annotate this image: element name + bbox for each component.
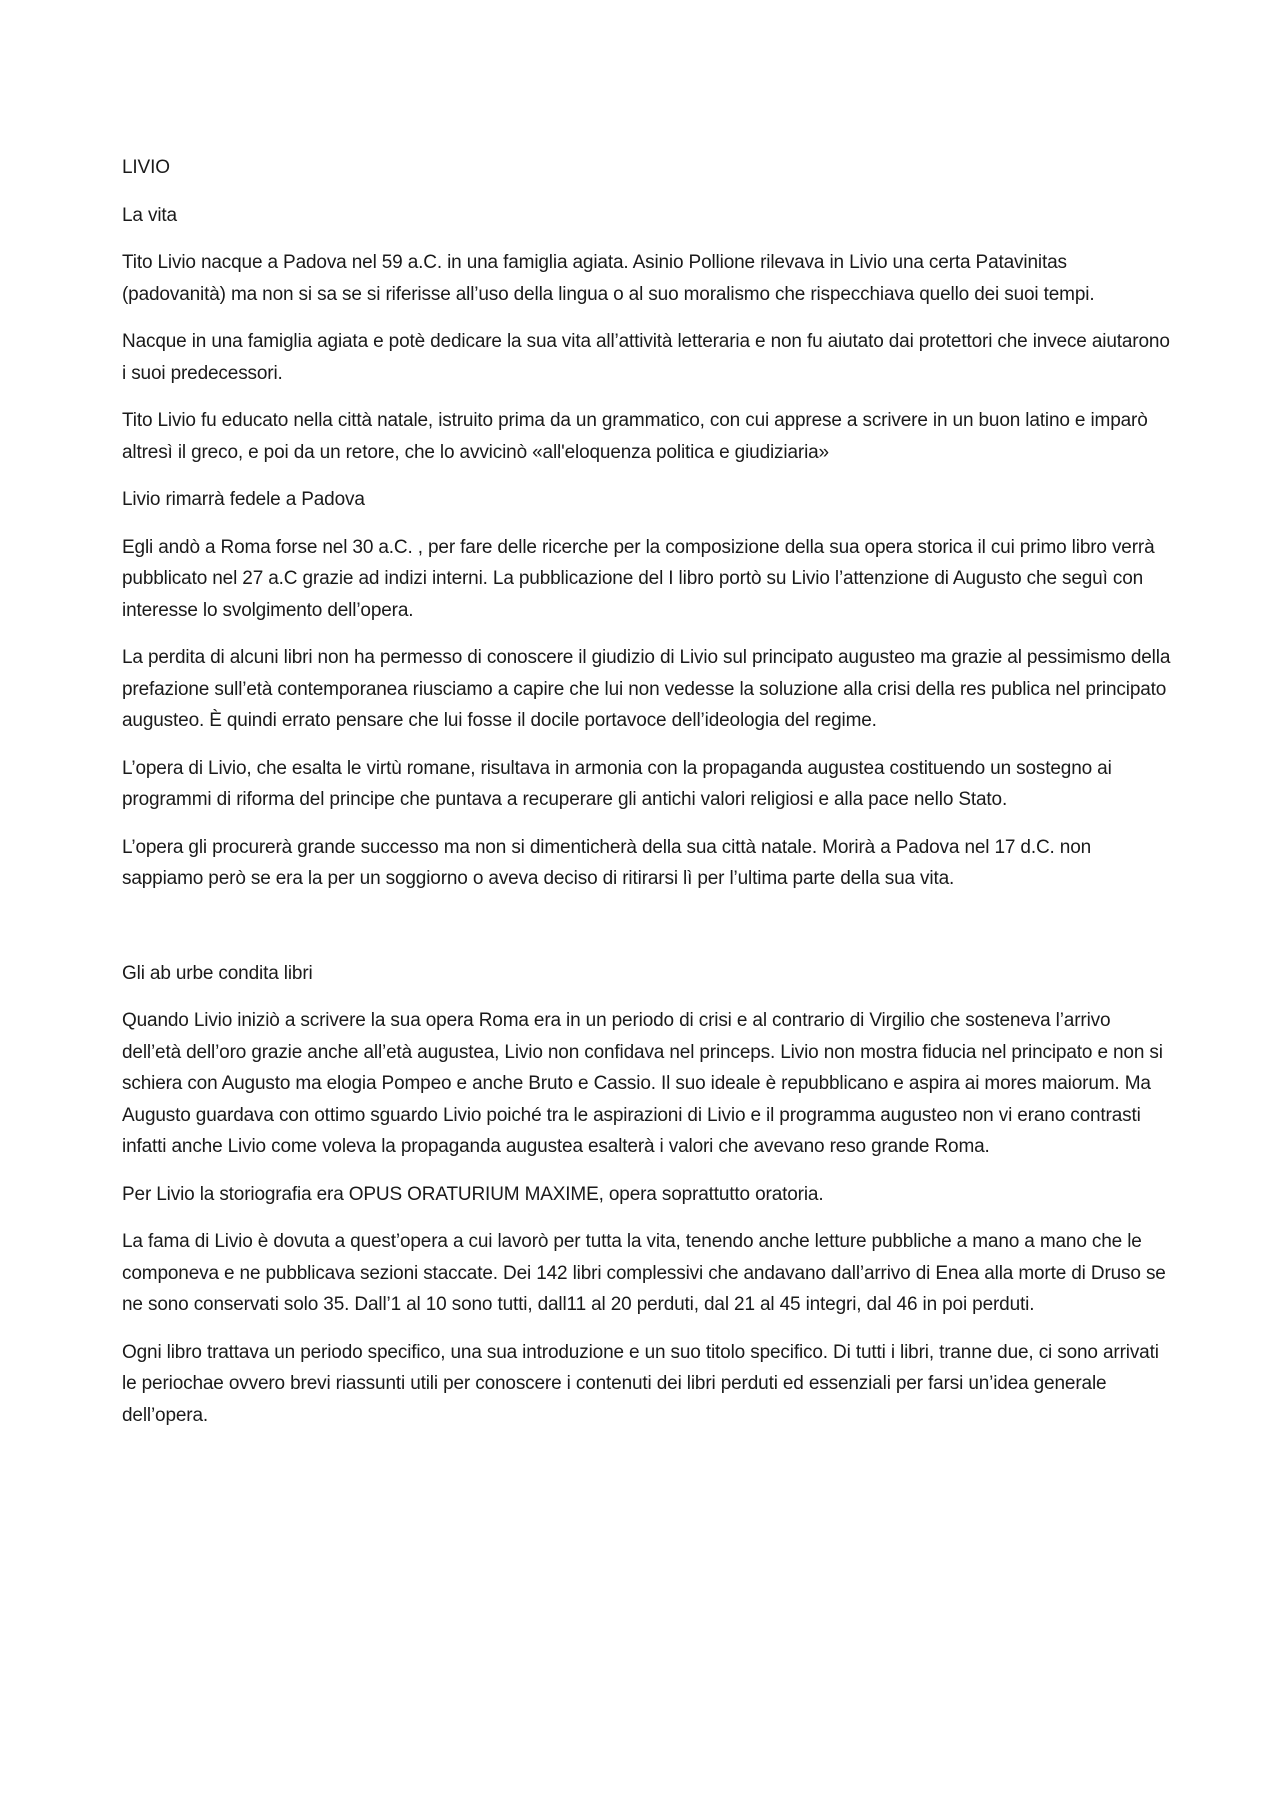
paragraph: L’opera gli procurerà grande successo ma non si dimenticherà della sua città natale. Morirà a Padova nel 17 d.C. non sappiamo però se era la per un soggiorno o aveva deciso di ritirarsi lì per l’ultima parte della sua vita. (122, 836, 1092, 889)
paragraph: Nacque in una famiglia agiata e potè dedicare la sua vita all’attività letteraria e non fu aiutato dai protettori che invece aiutarono i suoi predecessori. (122, 331, 1170, 384)
paragraph: La fama di Livio è dovuta a quest’opera a cui lavorò per tutta la vita, tenendo anche letture pubbliche a mano a mano che le componeva e ne pubblicava sezioni staccate. Dei 142 libri complessivi che andavano dall’arrivo di Enea alla morte di Druso se ne sono conservati solo 35. Dall’1 al 10 sono tutti, dall11 al 20 perduti, dal 21 al 45 integri, dal 46 in poi perduti. (122, 1231, 1166, 1315)
paragraph: L’opera di Livio, che esalta le virtù romane, risultava in armonia con la propaganda augustea costituendo un sostegno ai programmi di riforma del principe che puntava a recuperare gli antichi valori religiosi e alla pace nello Stato. (122, 757, 1112, 810)
paragraph: Egli andò a Roma forse nel 30 a.C. , per fare delle ricerche per la composizione della sua opera storica il cui primo libro verrà pubblicato nel 27 a.C grazie ad indizi interni. La pubblicazione del I libro portò su Livio l’attenzione di Augusto che seguì con interesse lo svolgimento dell’opera. (122, 536, 1155, 621)
section-heading-ab-urbe-condita: Gli ab urbe condita libri (122, 962, 313, 984)
paragraph: Per Livio la storiografia era OPUS ORATURIUM MAXIME, opera soprattutto oratoria. (122, 1183, 824, 1205)
document-title: LIVIO (122, 157, 170, 178)
paragraph: La perdita di alcuni libri non ha permesso di conoscere il giudizio di Livio sul principato augusteo ma grazie al pessimismo della prefazione sull’età contemporanea riusciamo a capire che lui non vedesse la soluzione alla crisi della res publica nel principato augusteo. È quindi errato pensare che lui fosse il docile portavoce dell’ideologia del regime. (122, 647, 1171, 731)
document-body (122, 152, 1172, 1447)
paragraph: Tito Livio nacque a Padova nel 59 a.C. in una famiglia agiata. Asinio Pollione rilevava in Livio una certa Patavinitas (padovanità) ma non si sa se si riferisse all’uso della lingua o al suo moralismo che rispecchiava quello dei suoi tempi. (122, 252, 1095, 305)
section-spacer (122, 911, 1172, 958)
paragraph: Tito Livio fu educato nella città natale, istruito prima da un grammatico, con cui apprese a scrivere in un buon latino e imparò altresì il greco, e poi da un retore, che lo avvicinò «all'eloquenza politica e giudiziaria» (122, 410, 1148, 463)
paragraph: Quando Livio iniziò a scrivere la sua opera Roma era in un periodo di crisi e al contrario di Virgilio che sosteneva l’arrivo dell’età dell’oro grazie anche all’età augustea, Livio non confidava nel princeps. Livio non mostra fiducia nel principato e non si schiera con Augusto ma elogia Pompeo e anche Bruto e Cassio. Il suo ideale è repubblicano e aspira ai mores maiorum. Ma Augusto guardava con ottimo sguardo Livio poiché tra le aspirazioni di Livio e il programma augusteo non vi erano contrasti infatti anche Livio come voleva la propaganda augustea esalterà i valori che avevano reso grande Roma. (122, 1010, 1163, 1157)
section-heading-la-vita: La vita (122, 204, 177, 226)
paragraph: Ogni libro trattava un periodo specifico, una sua introduzione e un suo titolo specifico. Di tutti i libri, tranne due, ci sono arrivati le periochae ovvero brevi riassunti utili per conoscere i contenuti dei libri perduti ed essenziali per farsi un’idea generale dell’opera. (122, 1341, 1159, 1426)
paragraph: Livio rimarrà fedele a Padova (122, 489, 365, 510)
